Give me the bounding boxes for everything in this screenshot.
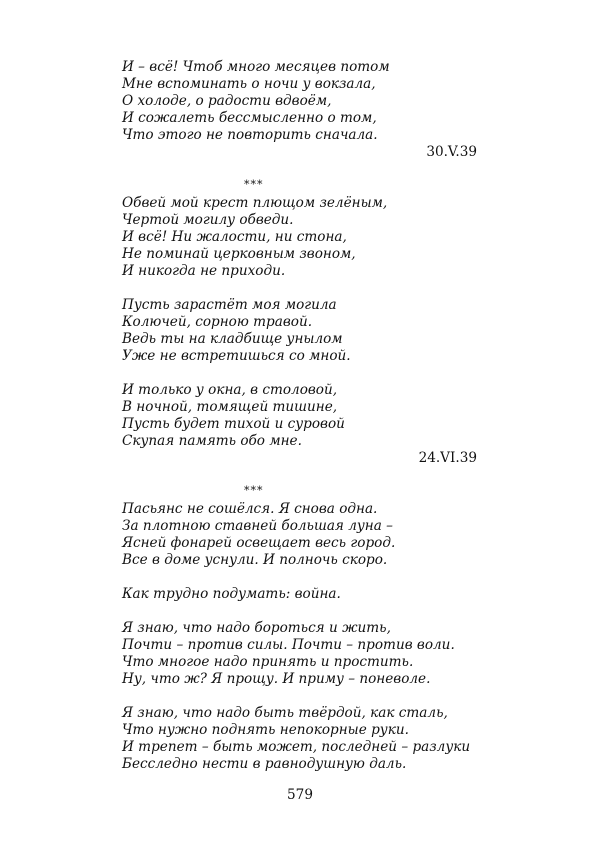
poem2-s2-line-3: Ведь ты на кладбище унылом	[122, 331, 343, 347]
poem2-s1-line-3: И всё! Ни жалости, ни стона,	[122, 229, 347, 245]
poem2-s3-line-2: В ночной, томящей тишине,	[122, 399, 338, 415]
poem1-line-4: И сожалеть бессмысленно о том,	[122, 110, 377, 126]
poem3-s3-line-4: Ну, что ж? Я прощу. И приму – поневоле.	[122, 671, 431, 687]
poem2-s2-line-2: Колючей, сорною травой.	[122, 314, 313, 330]
poem3-s3-line-3: Что многое надо принять и простить.	[122, 654, 414, 670]
poem3-s3-line-1: Я знаю, что надо бороться и жить,	[122, 620, 391, 636]
poem1-line-5: Что этого не повторить сначала.	[122, 127, 378, 143]
poem2-s2-line-4: Уже не встретишься со мной.	[122, 348, 351, 364]
poem1-line-1: И – всё! Чтоб много месяцев потом	[122, 59, 390, 75]
poem2-date: 24.VI.39	[418, 450, 477, 466]
separator-1: ***	[244, 178, 264, 191]
poem3-s2-line-1: Как трудно подумать: война.	[122, 586, 341, 602]
poem3-s1-line-3: Ясней фонарей освещает весь город.	[122, 535, 396, 551]
page-number: 579	[287, 787, 313, 803]
poem3-s1-line-1: Пасьянс не сошёлся. Я снова одна.	[122, 501, 378, 517]
poem3-s1-line-4: Все в доме уснули. И полночь скоро.	[122, 552, 388, 568]
poem3-s4-line-3: И трепет – быть может, последней – разлуки	[122, 739, 471, 755]
poem3-s1-line-2: За плотною ставней большая луна –	[122, 518, 393, 534]
poem3-s4-line-2: Что нужно поднять непокорные руки.	[122, 722, 409, 738]
poem1-line-2: Мне вспоминать о ночи у вокзала,	[122, 76, 376, 92]
poem1-date: 30.V.39	[426, 144, 477, 160]
poem2-s3-line-3: Пусть будет тихой и суровой	[122, 416, 345, 432]
poem3-s4-line-1: Я знаю, что надо быть твёрдой, как сталь,	[122, 705, 448, 721]
poem1-line-3: О холоде, о радости вдвоём,	[122, 93, 332, 109]
poem3-s3-line-2: Почти – против силы. Почти – против воли.	[122, 637, 455, 653]
poem2-s1-line-2: Чертой могилу обведи.	[122, 212, 294, 228]
poem3-s4-line-4: Бесследно нести в равнодушную даль.	[122, 756, 407, 772]
poem2-s2-line-1: Пусть зарастёт моя могила	[122, 297, 337, 313]
poem2-s1-line-4: Не поминай церковным звоном,	[122, 246, 356, 262]
poem2-s3-line-1: И только у окна, в столовой,	[122, 382, 338, 398]
separator-2: ***	[244, 484, 264, 497]
poem2-s1-line-1: Обвей мой крест плющом зелёным,	[122, 195, 388, 211]
poem2-s3-line-4: Скупая память обо мне.	[122, 433, 302, 449]
poem2-s1-line-5: И никогда не приходи.	[122, 263, 286, 279]
